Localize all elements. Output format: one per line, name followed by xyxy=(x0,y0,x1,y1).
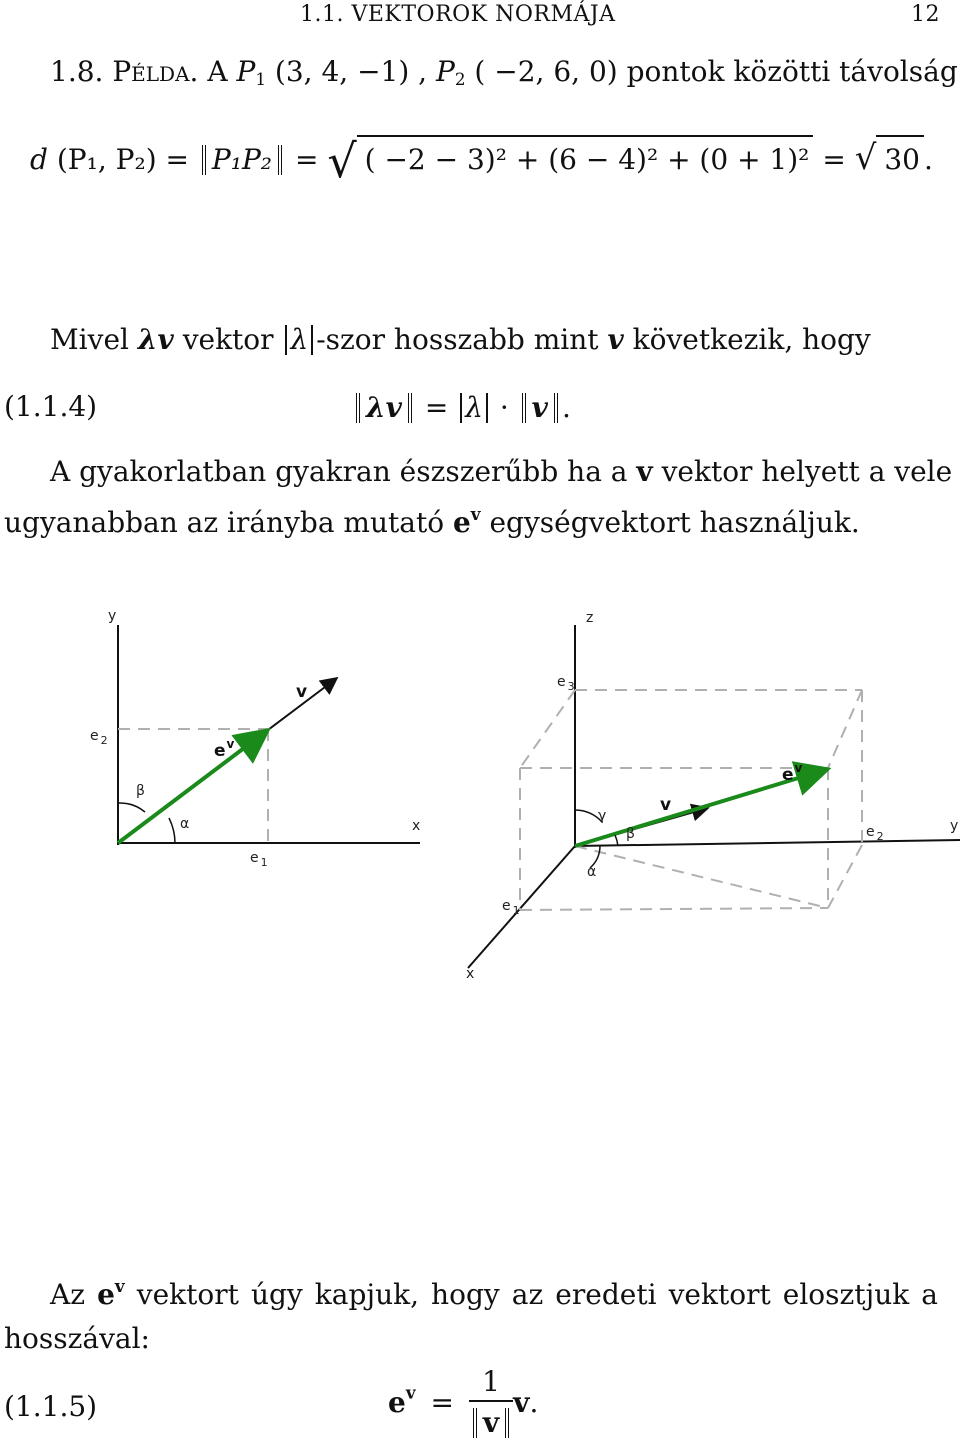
para2-line1-after: vektor helyett a vele xyxy=(661,455,953,488)
vector-diagrams xyxy=(0,590,960,1000)
equation-1-1-4-label: (1.1.4) xyxy=(4,390,98,423)
label-3d-e3: e $_3$ xyxy=(557,674,575,693)
para2-v: v xyxy=(636,455,653,488)
para1-v: v xyxy=(607,323,624,356)
paragraph-2-line-2 xyxy=(4,506,860,537)
para3-before: Az xyxy=(50,1278,85,1311)
example-line xyxy=(50,55,958,89)
dashed-box-3d xyxy=(520,690,862,910)
para2-line2-before: ugyanabban az irányba mutató xyxy=(4,506,445,539)
distance-args: (P₁, P₂) = xyxy=(56,143,189,176)
eq114-lhs: λv xyxy=(356,393,412,423)
label-3d-v: v xyxy=(660,795,672,815)
diagram-2d xyxy=(90,608,420,869)
para2-ev-sup: v xyxy=(470,504,481,524)
equation-1-1-5 xyxy=(388,1365,539,1439)
label-2d-v: v xyxy=(296,682,308,702)
page-header xyxy=(300,2,940,27)
eq115-times: v xyxy=(513,1386,530,1419)
angle-arc-2d-beta xyxy=(118,803,145,812)
eq115-numerator: 1 xyxy=(469,1368,513,1402)
label-3d-gamma: γ xyxy=(598,808,607,824)
eq114-period: . xyxy=(561,391,571,424)
para1-after: -szor hosszabb mint xyxy=(316,323,599,356)
para1-mid: vektor xyxy=(182,323,274,356)
paragraph-3-line-1 xyxy=(50,1278,938,1309)
point-p2-coords: ( −2, 6, 0) xyxy=(474,55,618,88)
sqrt-result xyxy=(854,138,924,178)
example-intro: A xyxy=(207,55,228,88)
eq114-lambda: λ xyxy=(460,393,488,423)
para2-line2-after: egységvektort használjuk. xyxy=(489,506,860,539)
equation-1-1-5-label: (1.1.5) xyxy=(4,1390,98,1423)
eq115-period: . xyxy=(529,1386,539,1419)
eq114-rhs: v xyxy=(522,393,558,423)
distance-eq2: = xyxy=(822,143,846,176)
angle-arc-2d-alpha xyxy=(169,818,175,843)
distance-period: . xyxy=(924,143,933,176)
distance-d: d xyxy=(30,143,48,176)
label-2d-alpha: α xyxy=(180,816,190,832)
dash-3d-diagonal xyxy=(575,846,828,908)
point-p1: P xyxy=(236,55,256,88)
distance-norm: P₁P₂ xyxy=(202,145,282,175)
point-p2: P xyxy=(435,55,455,88)
sqrt-symbol-2: √ xyxy=(854,138,877,178)
distance-formula xyxy=(30,130,933,188)
sqrt-expression xyxy=(327,130,813,188)
sqrt-radicand: ( −2 − 3)² + (6 − 4)² + (0 + 1)² xyxy=(357,135,814,176)
paragraph-3-line-2: hosszával: xyxy=(4,1322,150,1355)
angle-arc-3d-beta xyxy=(615,835,618,846)
dash-3d-bottom-front xyxy=(520,908,828,910)
label-3d-x: x xyxy=(466,966,475,982)
eq115-lhs-sup: v xyxy=(405,1382,416,1403)
eq115-denominator-wrap xyxy=(469,1402,513,1438)
label-2d-ev: $e^v$ xyxy=(214,737,235,761)
label-3d-ev: $e^v$ xyxy=(782,761,803,785)
label-3d-z: z xyxy=(586,610,594,626)
para3-ev-sup: v xyxy=(114,1276,125,1296)
point-p1-sub: 1 xyxy=(255,69,267,89)
para2-ev: e xyxy=(452,506,471,539)
label-2d-x: x xyxy=(412,818,421,834)
eq115-lhs: e xyxy=(388,1386,406,1419)
para2-line1-before: A gyakorlatban gyakran észszerűbb ha a xyxy=(50,455,628,488)
eq115-denominator: v xyxy=(473,1408,509,1438)
label-2d-y: y xyxy=(108,608,117,624)
equation-1-1-4 xyxy=(352,393,571,423)
dash-3d-top-left xyxy=(520,690,575,768)
label-3d-e1: e $_1$ xyxy=(502,898,520,917)
dash-3d-top-right xyxy=(828,690,862,768)
sqrt-result-value: 30 xyxy=(876,135,924,176)
dash-3d-bottom-right xyxy=(828,845,862,908)
eq115-eq: = xyxy=(430,1386,454,1419)
page-number: 12 xyxy=(911,2,940,27)
example-tail: pontok közötti távolság xyxy=(626,55,958,88)
para3-ev: e xyxy=(97,1278,115,1311)
para1-end: következik, hogy xyxy=(632,323,871,356)
axis-3d-x xyxy=(468,846,575,968)
para1-before: Mivel xyxy=(50,323,129,356)
paragraph-2-line-1 xyxy=(50,455,953,488)
example-label: 1.8. Példa. xyxy=(50,55,199,88)
paragraph-1 xyxy=(50,325,871,355)
point-p1-coords: (3, 4, −1) , xyxy=(274,55,428,88)
label-3d-y: y xyxy=(950,818,959,834)
point-p2-sub: 2 xyxy=(454,69,466,89)
label-2d-e2: e $_2$ xyxy=(90,728,108,747)
label-3d-e2: e $_2$ xyxy=(866,824,884,843)
label-2d-beta: β xyxy=(136,783,145,799)
label-2d-e1: e $_1$ xyxy=(250,850,268,869)
para1-lambda-abs: λ xyxy=(285,325,313,355)
para3-after: vektort úgy kapjuk, hogy az eredeti vektort elosztjuk a xyxy=(136,1278,938,1311)
distance-eq: = xyxy=(294,143,319,176)
eq114-dot: · xyxy=(499,391,509,424)
sqrt-symbol: √ xyxy=(327,134,357,188)
diagram-3d xyxy=(466,610,960,982)
para1-lambda-v: λv xyxy=(137,323,174,356)
section-title: 1.1. VEKTOROK NORMÁJA xyxy=(300,2,616,27)
label-3d-alpha: α xyxy=(587,864,597,880)
label-3d-beta: β xyxy=(626,826,635,842)
eq115-fraction xyxy=(469,1365,513,1439)
eq114-eq: = xyxy=(424,391,449,424)
